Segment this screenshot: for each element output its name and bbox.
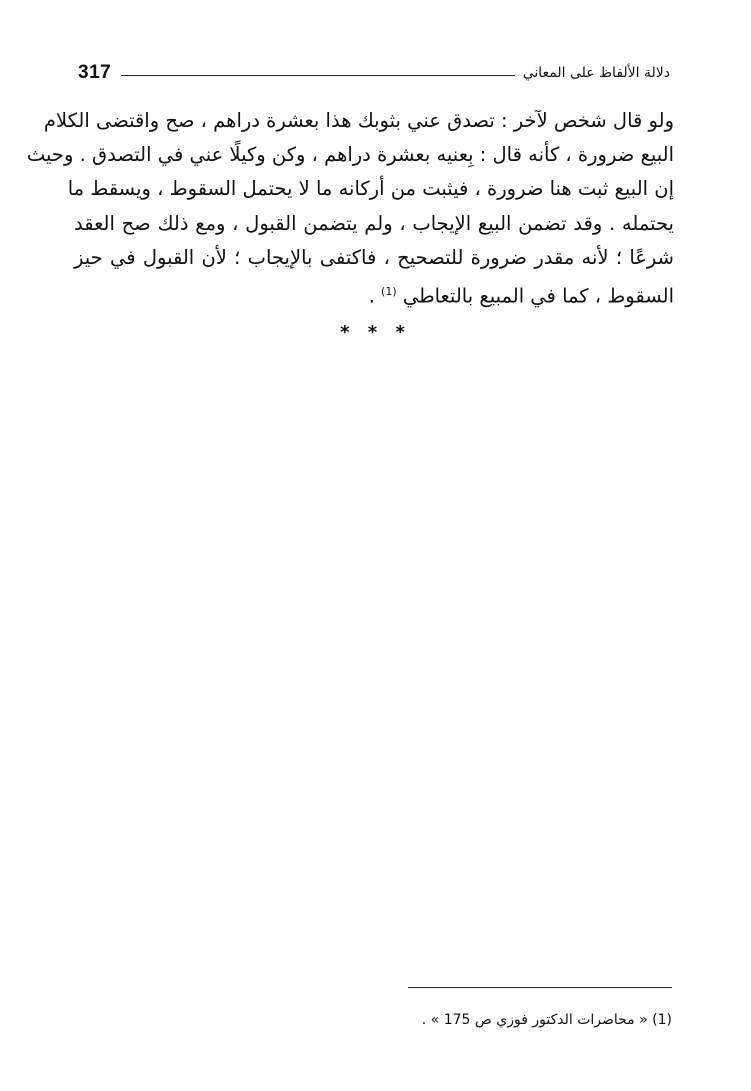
footnote: (1) « محاضرات الدكتور فوزي ص 175 » . <box>421 1012 672 1028</box>
body-line: إن البيع ثبت هنا ضرورة ، فيثبت من أركانه ما لا يحتمل السقوط ، ويسقط ما <box>67 177 674 201</box>
body-line: السقوط ، كما في المبيع بالتعاطي <box>402 284 674 308</box>
footnote-rule <box>408 987 672 988</box>
sentence-end: . <box>368 284 382 308</box>
body-line: ولو قال شخص لآخر : تصدق عني بثوبك هذا بعشرة دراهم ، صح واقتضى الكلام <box>43 109 674 132</box>
section-ornament: * * * <box>340 322 411 343</box>
page-number: 317 <box>78 62 112 83</box>
body-paragraph <box>26 104 674 314</box>
body-line: يحتمله . وقد تضمن البيع الإيجاب ، ولم يتضمن القبول ، ومع ذلك صح العقد <box>74 211 674 235</box>
header-rule <box>121 75 515 76</box>
running-title: دلالة الألفاظ على المعاني <box>522 65 670 81</box>
body-line-last <box>74 275 674 314</box>
body-line: البيع ضرورة ، كأنه قال : بِعنيه بعشرة دراهم ، وكن وكيلًا عني في التصدق . وحيث <box>26 143 674 167</box>
page-header <box>78 58 670 88</box>
body-line: شرعًا ؛ لأنه مقدر ضرورة للتصحيح ، فاكتفى بالإيجاب ؛ لأن القبول في حيز <box>74 245 674 269</box>
footnote-reference[interactable]: (1) <box>381 285 397 299</box>
